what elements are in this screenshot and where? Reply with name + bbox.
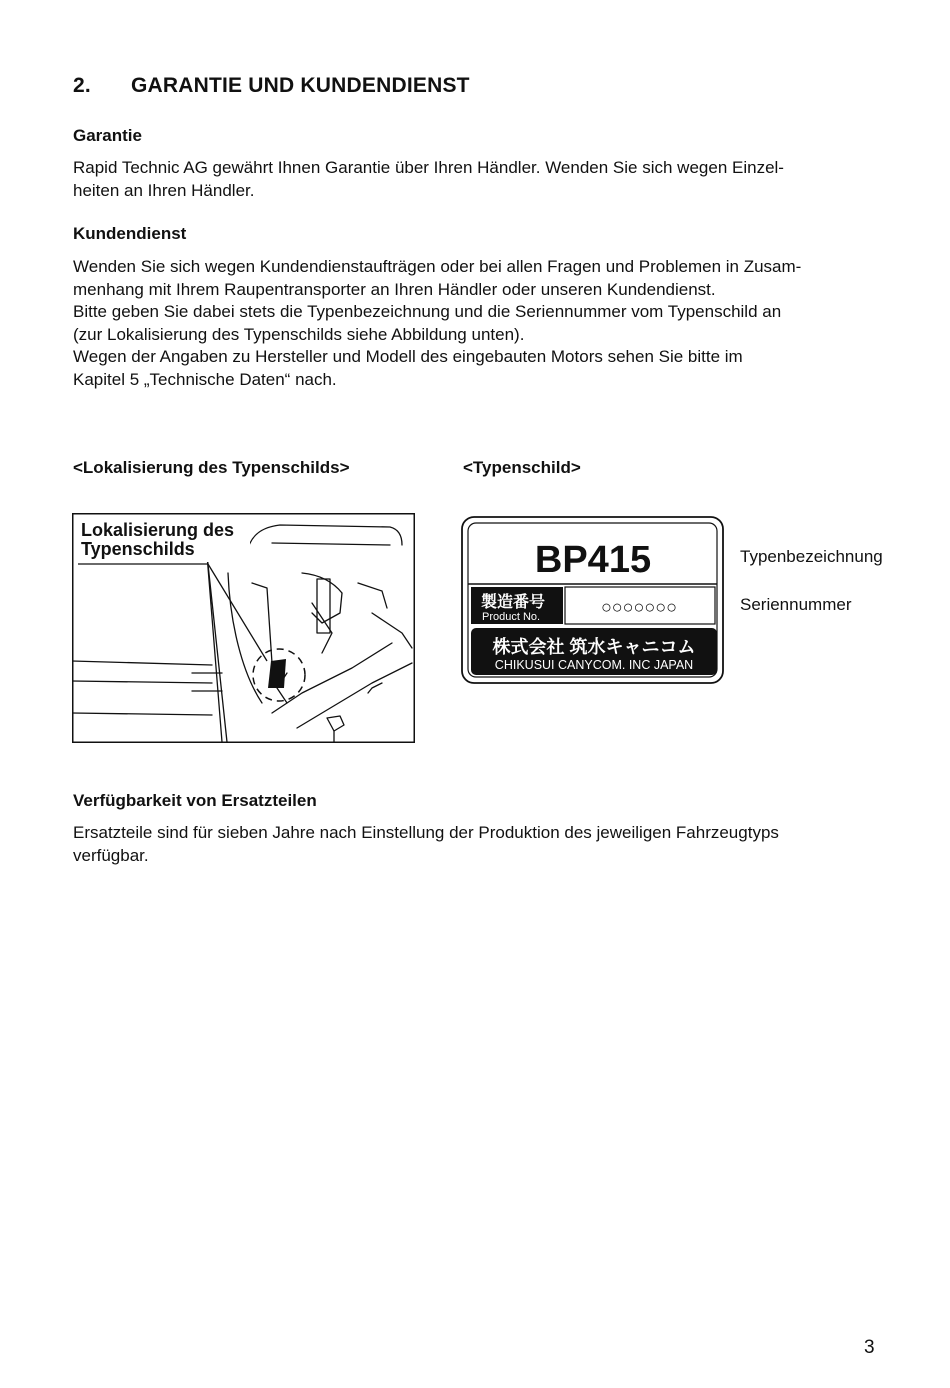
location-figure-caption: <Lokalisierung des Typenschilds> xyxy=(73,458,350,477)
ersatzteile-heading: Verfügbarkeit von Ersatzteilen xyxy=(73,791,317,810)
plate-product-no-jp: 製造番号 xyxy=(481,594,546,611)
kundendienst-paragraph xyxy=(73,256,913,391)
ersatzteile-line: Ersatzteile sind für sieben Jahre nach Einstellung der Produktion des jeweiligen Fahrzeugtyps xyxy=(73,823,779,842)
garantie-line: heiten an Ihren Händler. xyxy=(73,180,255,200)
section-number: 2. xyxy=(73,74,91,97)
garantie-heading: Garantie xyxy=(73,126,142,145)
plate-product-no-en: Product No. xyxy=(482,611,541,623)
plate-figure-caption: <Typenschild> xyxy=(463,458,581,477)
location-label-line2: Typenschilds xyxy=(81,539,195,559)
location-label-line1: Lokalisierung des xyxy=(81,520,235,540)
garantie-line: Rapid Technic AG gewährt Ihnen Garantie über Ihren Händler. Wenden Sie sich wegen Einzel- xyxy=(73,158,784,177)
ersatzteile-line: verfügbar. xyxy=(73,845,149,865)
ersatzteile-paragraph xyxy=(73,822,893,867)
plate-model: BP415 xyxy=(534,539,652,581)
page-number: 3 xyxy=(864,1337,875,1358)
section-title: GARANTIE UND KUNDENDIENST xyxy=(131,74,470,97)
kundendienst-line: Bitte geben Sie dabei stets die Typenbezeichnung und die Seriennummer vom Typenschild an xyxy=(73,302,782,321)
plate-serial-placeholder: ○○○○○○○ xyxy=(600,597,678,617)
nameplate-location-illustration xyxy=(72,513,416,744)
kundendienst-line: Kapitel 5 „Technische Daten“ nach. xyxy=(73,369,337,389)
plate-label-model: Typenbezeichnung xyxy=(740,547,883,566)
nameplate-graphic xyxy=(461,516,725,686)
kundendienst-line: (zur Lokalisierung des Typenschilds siehe Abbildung unten). xyxy=(73,324,525,344)
plate-company-en: CHIKUSUI CANYCOM. INC JAPAN xyxy=(494,658,694,672)
kundendienst-line: Wegen der Angaben zu Hersteller und Modell des eingebauten Motors sehen Sie bitte im xyxy=(73,347,743,366)
plate-label-serial: Seriennummer xyxy=(740,595,852,614)
section-heading xyxy=(73,74,470,98)
kundendienst-line: Wenden Sie sich wegen Kundendienstaufträgen oder bei allen Fragen und Problemen in Zusam- xyxy=(73,257,802,276)
plate-company-jp: 株式会社 筑水キャニコム xyxy=(492,637,696,657)
garantie-paragraph xyxy=(73,157,893,202)
kundendienst-line: menhang mit Ihrem Raupentransporter an Ihren Händler oder unseren Kundendienst. xyxy=(73,279,716,299)
kundendienst-heading: Kundendienst xyxy=(73,224,187,243)
